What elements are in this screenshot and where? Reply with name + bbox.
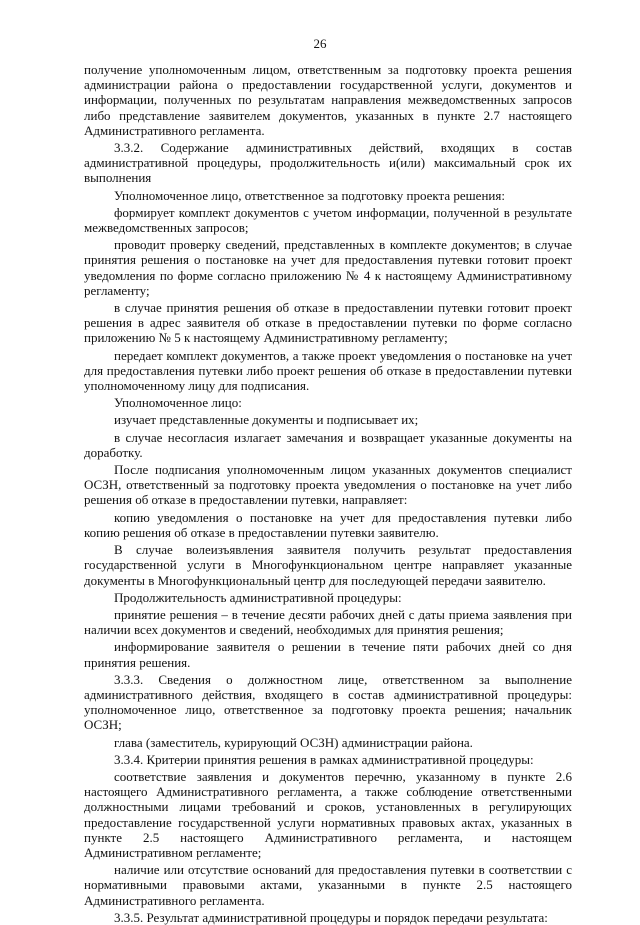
document-body [84, 62, 572, 925]
paragraph-studies-documents: изучает представленные документы и подписывает их; [114, 412, 419, 428]
paragraph-transfers-package: передает комплект документов, а также проект уведомления о постановке на учет для предоставления путевки либо проект решения об отказе в предоставлении путевки уполномоченному лицу для подписания. [84, 347, 572, 394]
paragraph-head-of-administration: глава (заместитель, курирующий ОСЗН) администрации района. [114, 734, 473, 750]
paragraph-section-3-3-4: 3.3.4. Критерии принятия решения в рамках административной процедуры: [114, 751, 534, 767]
paragraph-section-3-3-3: 3.3.3. Сведения о должностном лице, ответственном за выполнение административного действия, входящего в состав административной процедуры: уполномоченное лицо, ответственное за подготовку проекта решения; начальник ОСЗН; [84, 671, 572, 733]
paragraph-forms-package: формирует комплект документов с учетом информации, полученной в результате межведомственных запросов; [84, 204, 572, 236]
paragraph-section-3-3-2: 3.3.2. Содержание административных действий, входящих в состав административной процедуры, продолжительность и(или) максимальный срок их выполнения [84, 140, 572, 186]
paragraph-responsible-person: Уполномоченное лицо, ответственное за подготовку проекта решения: [114, 187, 505, 203]
paragraph-compliance-criteria: соответствие заявления и документов перечню, указанному в пункте 2.6 настоящего Административного регламента, а также соблюдение ответственными должностными лицами требований и сроков, установленных в регулирующих предоставление государственной услуги нормативных правовых актах, указанных в пункте 2.5 настоящего Административного регламента, и настоящем Административном регламенте; [84, 768, 572, 860]
paragraph-receipt-of-documents: получение уполномоченным лицом, ответственным за подготовку проекта решения администрации района о предоставлении государственной услуги, документов и информации, полученных по результатам направления межведомственных запросов либо представление заявителем документов, указанных в пункте 2.7 настоящего Административного регламента. [84, 62, 572, 138]
paragraph-decision-duration: принятие решения – в течение десяти рабочих дней с даты приема заявления при наличии всех документов и сведений, необходимых для принятия решения; [84, 606, 572, 638]
page-number: 26 [313, 36, 327, 51]
paragraph-grounds-criteria: наличие или отсутствие оснований для предоставления путевки в соответствии с нормативными правовыми актами, указанными в пункте 2.5 настоящего Административного регламента. [84, 862, 572, 908]
paragraph-disagreement: в случае несогласия излагает замечания и возвращает указанные документы на доработку. [84, 429, 572, 460]
paragraph-after-signing: После подписания уполномоченным лицом указанных документов специалист ОСЗН, ответственный за подготовку проекта уведомления о постановке на учет либо решения об отказе в предоставлении путевки, направляет: [84, 462, 572, 508]
paragraph-authorized-person: Уполномоченное лицо: [114, 395, 242, 411]
paragraph-checks-information: проводит проверку сведений, представленных в комплекте документов; в случае принятия решения о постановке на учет для предоставления путевки готовит проект уведомления по форме согласно приложению № 4 к настоящему Административному регламенту; [84, 237, 572, 298]
paragraph-section-3-3-5: 3.3.5. Результат административной процедуры и порядок передачи результата: [114, 909, 548, 925]
paragraph-multifunctional-center: В случае волеизъявления заявителя получить результат предоставления государственной услуги в Многофункциональном центре направляет указанные документы в Многофункциональный центр для последующей передачи заявителю. [84, 542, 572, 588]
paragraph-notification-duration: информирование заявителя о решении в течение пяти рабочих дней со дня принятия решения. [84, 639, 572, 670]
paragraph-duration-heading: Продолжительность административной процедуры: [114, 589, 402, 605]
paragraph-refusal-draft: в случае принятия решения об отказе в предоставлении путевки готовит проект решения в адрес заявителя об отказе в предоставлении путевки по форме согласно приложению № 5 к настоящему Административному регламенту; [84, 300, 572, 346]
paragraph-copy-to-applicant: копию уведомления о постановке на учет для предоставления путевки либо копию решения об отказе в предоставлении путевки заявителю. [84, 509, 572, 540]
